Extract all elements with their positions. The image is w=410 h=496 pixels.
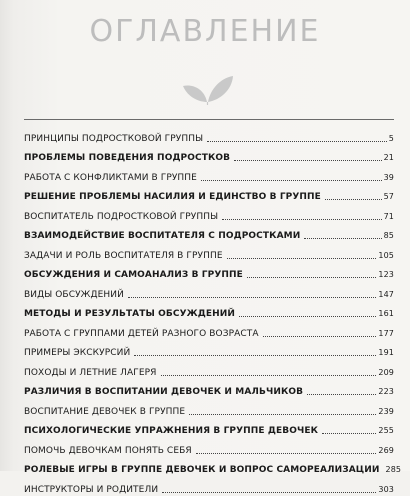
toc-entry[interactable] xyxy=(24,398,394,418)
toc-dot-leader xyxy=(189,413,376,415)
toc-entry-page-number: 269 xyxy=(378,445,394,455)
toc-entry[interactable] xyxy=(24,301,394,321)
toc-entry-page-number: 71 xyxy=(383,211,394,221)
toc-entry-page-number: 123 xyxy=(378,270,394,279)
toc-entry-title: ЗАДАЧИ И РОЛЬ ВОСПИТАТЕЛЯ В ГРУППЕ xyxy=(24,250,223,261)
toc-divider xyxy=(24,119,394,120)
toc-entry-page-number: 191 xyxy=(378,348,394,357)
toc-entry[interactable] xyxy=(24,359,394,379)
toc-entry-page-number: 147 xyxy=(378,289,394,299)
toc-entry-title: РЕШЕНИЕ ПРОБЛЕМЫ НАСИЛИЯ И ЕДИНСТВО В ГРУППЕ xyxy=(24,192,321,202)
toc-entry[interactable] xyxy=(24,320,394,340)
toc-entry-page-number: 177 xyxy=(378,328,394,338)
toc-dot-leader xyxy=(239,315,376,317)
toc-entry-page-number: 239 xyxy=(378,406,394,416)
toc-dot-leader xyxy=(325,198,382,200)
toc-entry[interactable] xyxy=(24,281,394,301)
toc-entry-title: РАБОТА С ГРУППАМИ ДЕТЕЙ РАЗНОГО ВОЗРАСТА xyxy=(24,328,259,339)
toc-entry-page-number: 285 xyxy=(385,465,402,474)
toc-dot-leader xyxy=(227,257,377,259)
toc-dot-leader xyxy=(128,296,377,298)
toc-entry-title: РАБОТА С КОНФЛИКТАМИ В ГРУППЕ xyxy=(24,172,197,183)
toc-entry-page-number: 21 xyxy=(383,153,394,162)
toc-entry-title: ВЗАИМОДЕЙСТВИЕ ВОСПИТАТЕЛЯ С ПОДРОСТКАМИ xyxy=(24,231,301,241)
toc-dot-leader xyxy=(247,276,377,278)
toc-entry[interactable] xyxy=(24,262,394,282)
toc-entry[interactable] xyxy=(24,437,394,457)
toc-entry[interactable] xyxy=(24,223,394,243)
toc-dot-leader xyxy=(207,140,387,142)
toc-entry-page-number: 161 xyxy=(378,309,394,318)
toc-entry[interactable] xyxy=(24,242,394,262)
toc-entry[interactable] xyxy=(24,418,394,438)
toc-entry[interactable] xyxy=(24,379,394,399)
toc-entry-title: ОБСУЖДЕНИЯ И САМОАНАЛИЗ В ГРУППЕ xyxy=(24,270,243,280)
toc-entry-page-number: 303 xyxy=(378,484,394,494)
toc-entry-title: ИНСТРУКТОРЫ И РОДИТЕЛИ xyxy=(24,484,159,495)
toc-entry-title: ПРИНЦИПЫ ПОДРОСТКОВОЙ ГРУППЫ xyxy=(24,133,204,144)
toc-entry-title: ПОМОЧЬ ДЕВОЧКАМ ПОНЯТЬ СЕБЯ xyxy=(24,445,192,456)
toc-entry-page-number: 223 xyxy=(378,387,394,396)
toc-entry-title: ПРОБЛЕМЫ ПОВЕДЕНИЯ ПОДРОСТКОВ xyxy=(24,153,231,163)
toc-entry[interactable] xyxy=(24,340,394,360)
toc-dot-leader xyxy=(322,432,376,434)
toc-dot-leader xyxy=(201,179,382,181)
toc-entry-title: РАЗЛИЧИЯ В ВОСПИТАНИИ ДЕВОЧЕК И МАЛЬЧИКОВ xyxy=(24,387,304,397)
toc-entry[interactable] xyxy=(24,184,394,204)
toc-entry-title: ПОХОДЫ И ЛЕТНИЕ ЛАГЕРЯ xyxy=(24,367,157,378)
toc-entry-title: МЕТОДЫ И РЕЗУЛЬТАТЫ ОБСУЖДЕНИЙ xyxy=(24,309,235,319)
toc-dot-leader xyxy=(263,335,377,337)
toc-dot-leader xyxy=(196,452,377,454)
toc-entry-page-number: 255 xyxy=(378,426,394,435)
toc-entry-page-number: 105 xyxy=(378,250,394,260)
toc-dot-leader xyxy=(134,354,376,356)
toc-entry[interactable] xyxy=(24,457,402,477)
toc-entry-title: ПСИХОЛОГИЧЕСКИЕ УПРАЖНЕНИЯ В ГРУППЕ ДЕВОЧЕК xyxy=(24,426,319,436)
table-of-contents xyxy=(24,125,402,496)
toc-entry[interactable] xyxy=(24,203,394,223)
toc-entry-page-number: 39 xyxy=(383,172,394,182)
toc-entry-title: ПРИМЕРЫ ЭКСКУРСИЙ xyxy=(24,348,131,358)
toc-entry-page-number: 209 xyxy=(378,367,394,377)
toc-entry-page-number: 57 xyxy=(383,192,394,201)
page-title: ОГЛАВЛЕНИЕ xyxy=(89,14,321,49)
toc-entry[interactable] xyxy=(24,164,394,184)
toc-dot-leader xyxy=(161,374,377,376)
toc-entry[interactable] xyxy=(24,145,394,165)
toc-entry-title: ВОСПИТАНИЕ ДЕВОЧЕК В ГРУППЕ xyxy=(24,406,186,417)
toc-entry[interactable] xyxy=(24,476,394,496)
toc-entry-title: ВОСПИТАТЕЛЬ ПОДРОСТКОВОЙ ГРУППЫ xyxy=(24,211,219,222)
toc-dot-leader xyxy=(304,237,381,239)
toc-entry-page-number: 85 xyxy=(383,231,394,240)
toc-dot-leader xyxy=(222,218,381,220)
toc-entry[interactable] xyxy=(24,125,394,145)
toc-entry-title: ВИДЫ ОБСУЖДЕНИЙ xyxy=(24,289,124,300)
toc-entry-page-number: 5 xyxy=(388,133,394,143)
toc-dot-leader xyxy=(307,393,376,395)
toc-dot-leader xyxy=(234,159,381,161)
toc-dot-leader xyxy=(162,491,376,493)
toc-entry-title: РОЛЕВЫЕ ИГРЫ В ГРУППЕ ДЕВОЧЕК И ВОПРОС САМОРЕАЛИЗАЦИИ xyxy=(24,465,380,475)
leaf-ornament-icon xyxy=(180,72,236,106)
